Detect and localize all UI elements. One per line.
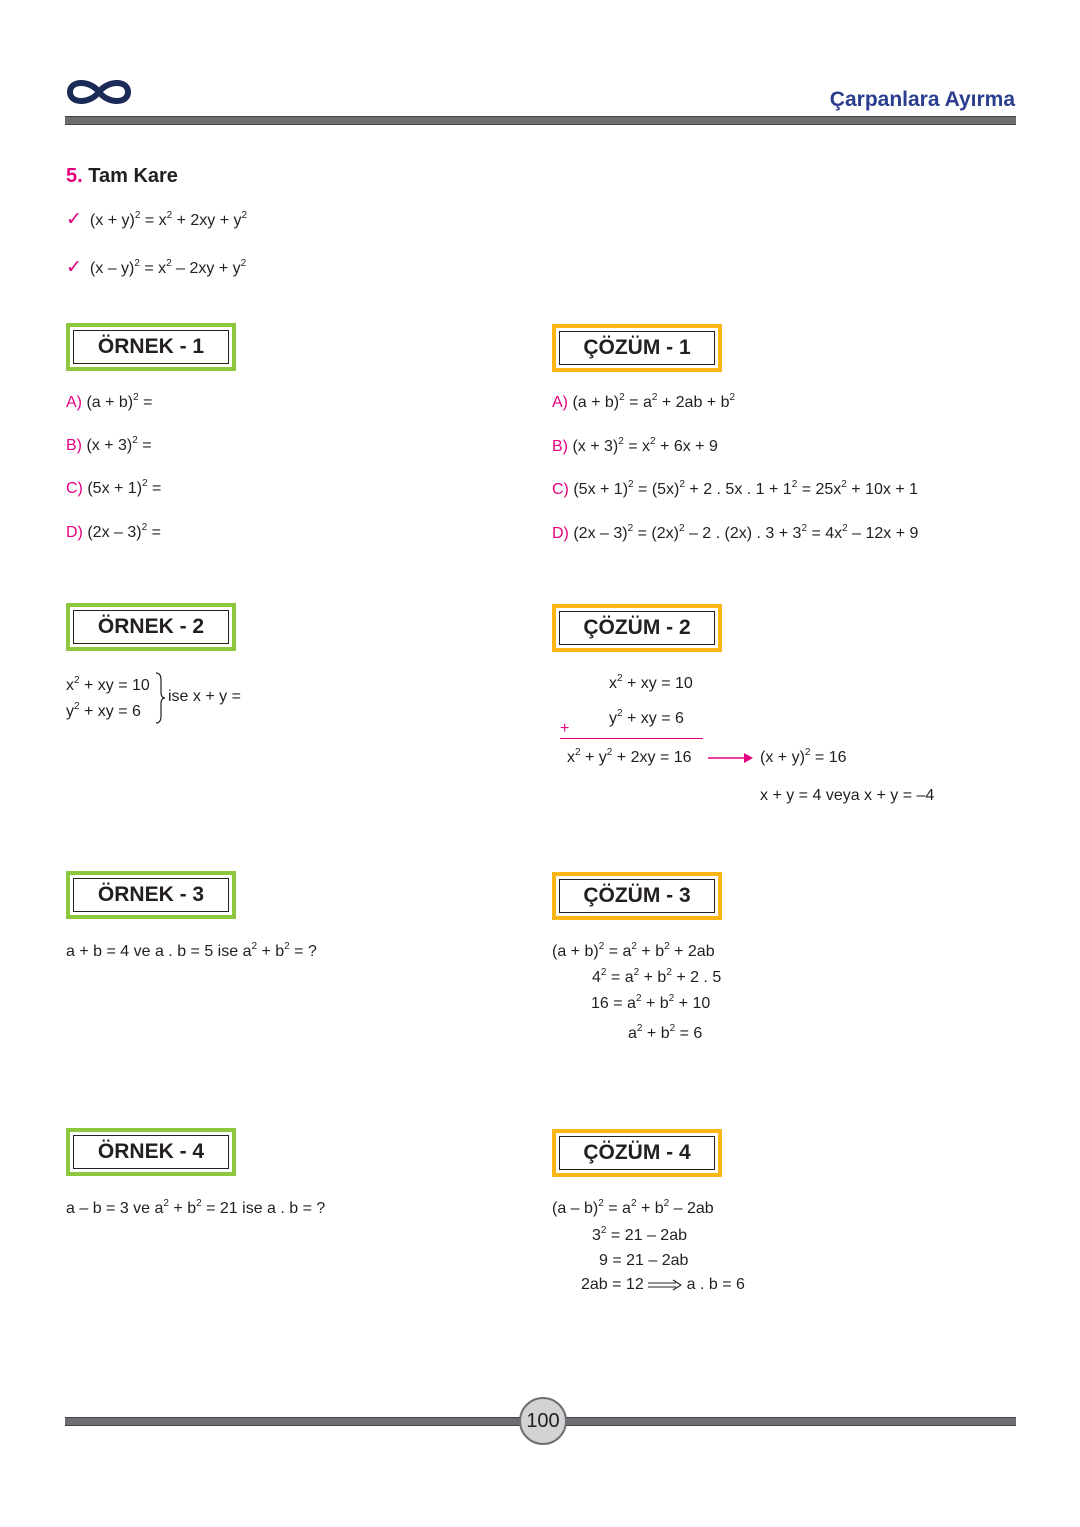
sol2-result-1: $(x + y)^2 = 16$ <box>760 747 847 766</box>
header-rule <box>65 116 1016 125</box>
ex3-question: a + b = 4 ve a . b = 5 ise $a^2 + b^2$ = ? <box>66 941 317 960</box>
sol3-line-1: $(a + b)^2 = a^2 + b^2 + 2ab$ <box>552 941 715 960</box>
example-4-label: ÖRNEK - 4 <box>66 1128 236 1176</box>
ex1-item-a: A) $(a + b)^2$ = <box>66 392 153 411</box>
ex2-question: ise x + y = <box>168 688 241 705</box>
solution-1-label: ÇÖZÜM - 1 <box>552 324 722 372</box>
ex1-item-d: D) (2x – 3)$^2$ = <box>66 522 161 541</box>
sol2-line-3: $x^2 + y^2 + 2xy = 16$ <box>567 747 692 766</box>
page-number: 100 <box>519 1397 567 1445</box>
identity-row-1: ✓ $(x + y)^2 = x^2 + 2xy + y^2$ <box>66 209 248 230</box>
sol2-line-1: $x^2$ + xy = 10 <box>609 673 693 692</box>
section-title <box>66 165 178 188</box>
solution-4-label: ÇÖZÜM - 4 <box>552 1129 722 1177</box>
sol4-line-4: 2ab = 12 a . b = 6 <box>581 1276 745 1293</box>
identity-row-2: ✓ $(x - y)^2 = x^2 - 2xy + y^2$ <box>66 257 247 278</box>
check-icon: ✓ <box>66 209 82 230</box>
ex4-question: a – b = 3 ve $a^2 + b^2 = 21$ ise a . b = ? <box>66 1198 326 1217</box>
infinity-logo-icon <box>64 72 134 112</box>
arrow-right-icon <box>708 752 754 764</box>
sol3-line-4: $a^2 + b^2 = 6$ <box>628 1023 703 1042</box>
sol1-item-d: D) $(2x - 3)^2 = (2x)^2 - 2$ . (2x) . $3 + 3^2 = 4x^2 - 12x + 9$ <box>552 523 919 542</box>
sol3-line-3: $16 = a^2 + b^2 + 10$ <box>591 993 711 1012</box>
example-3-label: ÖRNEK - 3 <box>66 871 236 919</box>
sol1-item-a: A) $(a + b)^2 = a^2 + 2ab + b^2$ <box>552 392 736 411</box>
solution-2-label: ÇÖZÜM - 2 <box>552 604 722 652</box>
example-2-label: ÖRNEK - 2 <box>66 603 236 651</box>
sol4-line-2: $3^2 = 21 - 2ab$ <box>592 1225 687 1244</box>
solution-3-label: ÇÖZÜM - 3 <box>552 872 722 920</box>
plus-sign: + <box>560 720 570 737</box>
sol1-item-c: C) $(5x + 1)^2 = (5x)^2 + 2$ . 5x . $1 + 1^2 = 25x^2 + 10x + 1$ <box>552 479 919 498</box>
sol4-line-1: $(a - b)^2 = a^2 + b^2 - 2ab$ <box>552 1198 714 1217</box>
example-1-label: ÖRNEK - 1 <box>66 323 236 371</box>
ex2-line-1: $x^2$ + xy = 10 <box>66 675 150 694</box>
sol2-result-2: x + y = 4 veya x + y = –4 <box>760 787 935 804</box>
sol2-line-2: $y^2$ + xy = 6 <box>609 708 684 727</box>
chapter-title: Çarpanlara Ayırma <box>829 88 1015 111</box>
sum-line <box>560 738 703 739</box>
implies-arrow-icon <box>648 1279 682 1291</box>
brace-icon <box>154 672 166 724</box>
ex2-line-2: $y^2$ + xy = 6 <box>66 701 141 720</box>
section-number: 5. <box>66 165 83 187</box>
ex1-item-b: B) $(x + 3)^2$ = <box>66 435 152 454</box>
check-icon: ✓ <box>66 257 82 278</box>
ex1-item-c: C) $(5x + 1)^2$ = <box>66 478 162 497</box>
sol1-item-b: B) $(x + 3)^2 = x^2 + 6x + 9$ <box>552 436 718 455</box>
sol3-line-2: $4^2 = a^2 + b^2 + 2$ . 5 <box>592 967 722 986</box>
section-title-text: Tam Kare <box>88 165 178 187</box>
sol4-line-3: 9 = 21 – 2ab <box>599 1252 689 1269</box>
